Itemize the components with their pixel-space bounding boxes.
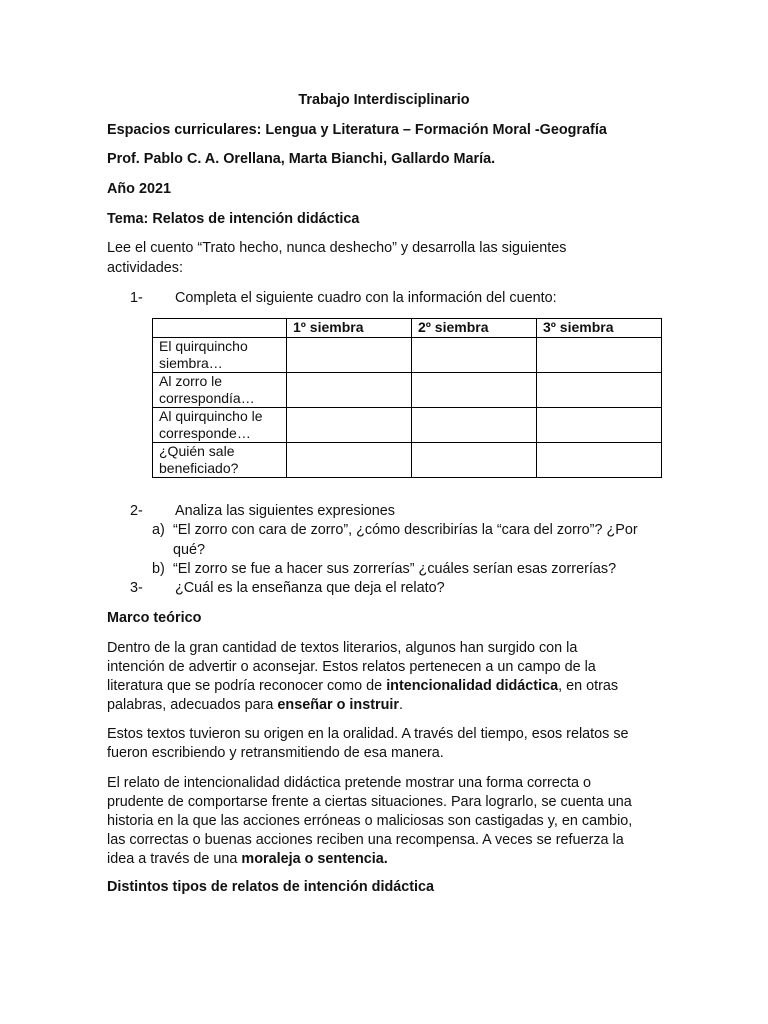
document-title: Trabajo Interdisciplinario <box>298 92 470 108</box>
paragraph-line: Estos textos tuvieron su origen en la oralidad. A través del tiempo, esos relatos se <box>107 726 629 742</box>
curricular-spaces: Espacios curriculares: Lengua y Literatura – Formación Moral -Geografía <box>107 122 607 138</box>
intro-line-1: Lee el cuento “Trato hecho, nunca deshecho” y desarrolla las siguientes <box>107 240 567 256</box>
paragraph-line <box>107 677 660 696</box>
activity-2-number: 2- <box>130 503 143 519</box>
paragraph-line: las correctas o buenas acciones reciben una recompensa. A veces se refuerza la <box>107 832 624 848</box>
activity-2 <box>130 503 395 519</box>
topic-line: Tema: Relatos de intención didáctica <box>107 211 360 227</box>
paragraph-line: Dentro de la gran cantidad de textos literarios, algunos han surgido con la <box>107 640 578 656</box>
table-row <box>153 338 662 373</box>
empty-cell <box>287 443 412 478</box>
empty-cell <box>412 443 537 478</box>
table-header-cell: 2º siembra <box>412 319 537 338</box>
activity-1-text: Completa el siguiente cuadro con la información del cuento: <box>175 290 557 306</box>
activity-3-number: 3- <box>130 580 143 596</box>
emphasis-text: moraleja o sentencia. <box>241 851 388 867</box>
text-run: . <box>398 697 403 713</box>
row-label: El quirquincho siembra… <box>153 338 287 373</box>
table-row <box>153 373 662 408</box>
activity-1-number: 1- <box>130 290 143 306</box>
empty-cell <box>412 338 537 373</box>
paragraph-1 <box>107 639 660 715</box>
activity-2-text: Analiza las siguientes expresiones <box>175 503 395 519</box>
text-run: idea a través de una <box>107 851 242 867</box>
activity-3 <box>130 580 445 596</box>
empty-cell <box>537 408 662 443</box>
row-label: Al zorro le correspondía… <box>153 373 287 408</box>
table-row <box>153 443 662 478</box>
activity-2b-text: “El zorro se fue a hacer sus zorrerías” ¿cuáles serían esas zorrerías? <box>173 561 617 577</box>
teachers-line: Prof. Pablo C. A. Orellana, Marta Bianchi, Gallardo María. <box>107 151 496 167</box>
paragraph-line: historia en la que las acciones erróneas o maliciosas son castigadas y, en cambio, <box>107 813 633 829</box>
table-header-cell: 1º siembra <box>287 319 412 338</box>
empty-cell <box>412 373 537 408</box>
empty-cell <box>537 373 662 408</box>
activity-2a <box>152 522 638 538</box>
table-header-row <box>153 319 662 338</box>
emphasis-text: enseñar o instruir <box>277 697 399 713</box>
paragraph-line <box>107 850 660 869</box>
paragraph-2 <box>107 725 660 763</box>
text-run: palabras, adecuados para <box>107 697 278 713</box>
information-table <box>152 318 662 478</box>
empty-cell <box>287 338 412 373</box>
empty-cell <box>287 373 412 408</box>
activity-2a-continued: qué? <box>173 542 206 558</box>
text-run: literatura que se podría reconocer como de <box>107 678 387 694</box>
empty-cell <box>537 338 662 373</box>
table-row <box>153 408 662 443</box>
activity-2a-text: “El zorro con cara de zorro”, ¿cómo describirías la “cara del zorro”? ¿Por <box>173 522 638 538</box>
year-line: Año 2021 <box>107 181 171 197</box>
activity-1 <box>130 290 557 306</box>
paragraph-line <box>107 696 660 715</box>
activity-2a-label: a) <box>152 522 165 538</box>
paragraph-line: prudente de comportarse frente a ciertas situaciones. Para lograrlo, se cuenta una <box>107 794 632 810</box>
activity-2b <box>152 561 616 577</box>
emphasis-text: intencionalidad didáctica <box>386 678 559 694</box>
table-header-cell <box>153 319 287 338</box>
activity-2b-label: b) <box>152 561 165 577</box>
section-2-heading: Distintos tipos de relatos de intención didáctica <box>107 879 435 895</box>
paragraph-line: intención de advertir o aconsejar. Estos relatos pertenecen a un campo de la <box>107 659 596 675</box>
empty-cell <box>287 408 412 443</box>
empty-cell <box>537 443 662 478</box>
text-run: , en otras <box>558 678 619 694</box>
activity-3-text: ¿Cuál es la enseñanza que deja el relato? <box>175 580 445 596</box>
marco-heading: Marco teórico <box>107 610 202 626</box>
paragraph-line: fueron escribiendo y retransmitiendo de esa manera. <box>107 745 444 761</box>
row-label: Al quirquincho le corresponde… <box>153 408 287 443</box>
row-label: ¿Quién sale beneficiado? <box>153 443 287 478</box>
paragraph-3 <box>107 774 660 869</box>
table-header-cell: 3º siembra <box>537 319 662 338</box>
intro-line-2: actividades: <box>107 260 183 276</box>
empty-cell <box>412 408 537 443</box>
paragraph-line: El relato de intencionalidad didáctica pretende mostrar una forma correcta o <box>107 775 591 791</box>
